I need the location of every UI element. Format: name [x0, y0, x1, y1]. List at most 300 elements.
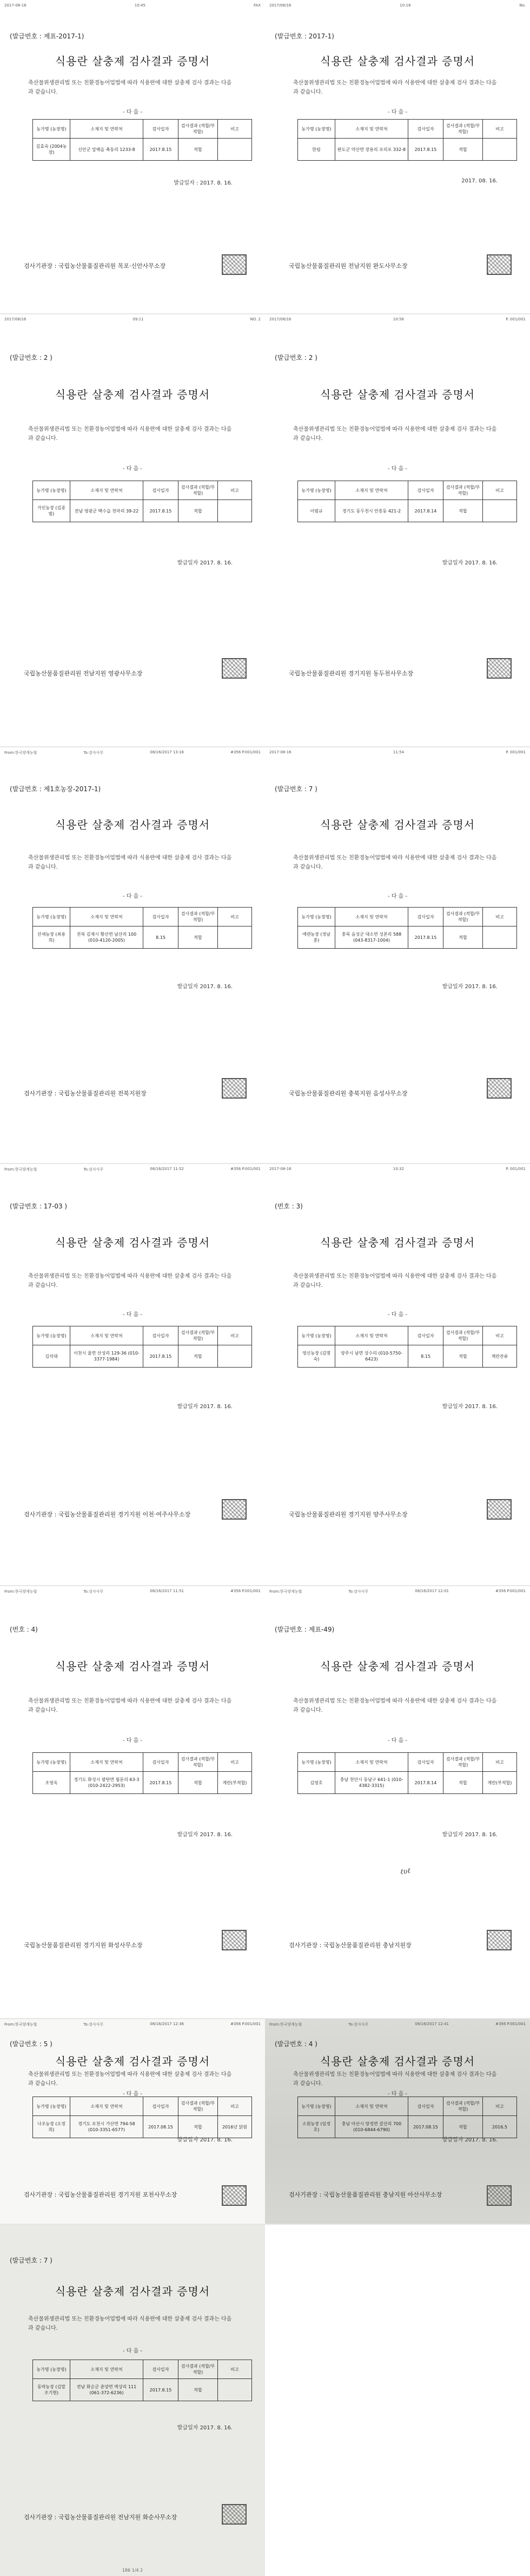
result-table	[297, 481, 517, 522]
column-header: 검사일자	[143, 1326, 178, 1345]
table-cell: 충남 천안시 동남구 641-1 (010-4382-3315)	[335, 1772, 408, 1794]
official-seal-stamp	[222, 254, 247, 275]
table-cell: 완도군 약산면 장용리 포리포 332-8	[335, 139, 408, 161]
fax-header-field: P. 001/001	[506, 317, 526, 321]
table-cell: 이천시 율면 산성리 129-36 (010-3377-1984)	[70, 1345, 143, 1368]
fax-header-field: From:한국양계농협	[269, 1589, 302, 1594]
body-text: 축산물위생관리법 또는 친환경농어업법에 따라 식용란에 대한 살충제 검사 결과는 다음과 같습니다.	[293, 80, 497, 95]
table-cell: 적합	[178, 1345, 218, 1368]
column-header: 검사일자	[408, 1326, 443, 1345]
section-marker: - 다 음 -	[387, 2091, 408, 2097]
page-separator	[0, 2018, 530, 2019]
issue-number: (발급번호 : 4 )	[275, 2040, 317, 2048]
certificate-page	[0, 1164, 265, 1586]
result-table	[32, 1326, 252, 1368]
table-cell: 8.15	[408, 1345, 443, 1368]
document-title: 식용란 살충제 검사결과 증명서	[320, 388, 475, 401]
issue-date: 발급일자 2017. 8. 16.	[177, 2137, 233, 2143]
issue-date: 발급일자 2017. 8. 16.	[177, 560, 233, 566]
column-header: 검사일자	[143, 2360, 178, 2379]
section-marker: - 다 음 -	[387, 1312, 408, 1318]
official-seal-stamp	[487, 1930, 512, 1950]
table-cell: 나조농장 (오정희)	[33, 2116, 70, 2138]
inspection-authority: 검사기관장 : 국립농산물품질관리원 전북지원장	[24, 1090, 147, 1097]
fax-header-field: 10:32	[393, 1167, 405, 1171]
body-text: 축산물위생관리법 또는 친환경농어업법에 따라 식용란에 대한 살충제 검사 결과는 다음과 같습니다.	[293, 2072, 497, 2087]
column-header: 검사일자	[408, 120, 443, 139]
column-header: 검사결과 (적합/부적합)	[178, 120, 218, 139]
issue-number: (발급번호 : 2 )	[275, 354, 317, 362]
fax-header-field: #356 P.001/001	[230, 1589, 261, 1593]
column-header: 검사일자	[408, 908, 443, 926]
column-header: 비고	[483, 1753, 517, 1772]
fax-header	[269, 1589, 526, 1594]
section-marker: - 다 음 -	[387, 466, 408, 472]
fax-header-field: To:검사사무	[348, 2022, 369, 2027]
table-header-row	[298, 1753, 517, 1772]
handwritten-mark: ℓυℓ	[400, 1867, 411, 1877]
fax-header-field: 10:45	[134, 3, 145, 8]
certificate-page	[265, 1586, 530, 2019]
table-cell: 적합	[443, 2116, 483, 2138]
fax-header-field: To:검사사무	[83, 2022, 104, 2027]
official-seal-stamp	[222, 2185, 247, 2206]
table-cell: 2017.8.15	[143, 500, 178, 522]
table-cell: 적합	[178, 139, 218, 161]
page-separator	[0, 1163, 530, 1164]
certificate-page	[265, 747, 530, 1164]
column-header: 소재지 및 연락처	[335, 481, 408, 500]
body-text: 축산물위생관리법 또는 친환경농어업법에 따라 식용란에 대한 살충제 검사 결과는 다음과 같습니다.	[28, 855, 232, 870]
column-header: 검사결과 (적합/부적합)	[178, 1326, 218, 1345]
table-cell	[218, 139, 252, 161]
fax-header-field: 08/16/2017 12:41	[415, 2022, 449, 2026]
body-text: 축산물위생관리법 또는 친환경농어업법에 따라 식용란에 대한 살충제 검사 결과는 다음과 같습니다.	[293, 1273, 497, 1289]
column-header: 검사일자	[143, 908, 178, 926]
fax-header-field: To:검사사무	[83, 1589, 104, 1594]
fax-header	[269, 750, 526, 754]
table-cell: 김영호	[298, 1772, 335, 1794]
column-header: 농가명 (농장명)	[298, 1753, 335, 1772]
table-cell: 영신농장 (김명숙)	[298, 1345, 335, 1368]
column-header: 검사결과 (적합/부적합)	[443, 481, 483, 500]
fax-header-field: #356 P.001/001	[230, 750, 261, 754]
inspection-authority: 국립농산물품질관리원 전남지원 영광사무소장	[24, 670, 143, 677]
table-cell: 2017.8.14	[408, 1772, 443, 1794]
table-header-row	[33, 2360, 252, 2379]
table-cell: 충남 아산시 탕정면 갈산리 700 (010-6844-6790)	[335, 2116, 408, 2138]
table-cell: 적합	[443, 926, 483, 949]
table-cell: 적합	[178, 2116, 218, 2138]
table-cell	[483, 926, 517, 949]
document-title: 식용란 살충제 검사결과 증명서	[55, 1236, 210, 1249]
fax-header-field: 08/16/2017 12:01	[415, 1589, 449, 1593]
column-header: 비고	[483, 1326, 517, 1345]
issue-number: (발급번호 : 제표-2017-1)	[10, 32, 84, 40]
issue-date: 발급일자 2017. 8. 16.	[177, 1832, 233, 1838]
column-header: 농가명 (농장명)	[33, 1753, 70, 1772]
document-title: 식용란 살충제 검사결과 증명서	[55, 818, 210, 831]
table-row	[33, 1772, 252, 1794]
document-title: 식용란 살충제 검사결과 증명서	[320, 1660, 475, 1673]
official-seal-stamp	[487, 1078, 512, 1099]
table-cell: 소원농장 (임정호)	[298, 2116, 335, 2138]
table-header-row	[298, 2097, 517, 2116]
table-row	[33, 500, 252, 522]
official-seal-stamp	[222, 1499, 247, 1520]
section-marker: - 다 음 -	[122, 2091, 143, 2097]
column-header: 비고	[218, 1753, 252, 1772]
fax-header-field: P. 001/001	[506, 1167, 526, 1171]
result-table	[32, 2360, 252, 2401]
table-cell: 경기도 동두천시 안흥동 421-2	[335, 500, 408, 522]
column-header: 농가명 (농장명)	[298, 908, 335, 926]
fax-header-field: #356 P.001/001	[230, 2022, 261, 2026]
inspection-authority: 국립농산물품질관리원 충북지원 음성사무소장	[289, 1090, 408, 1097]
document-title: 식용란 살충제 검사결과 증명서	[55, 2285, 210, 2298]
column-header: 농가명 (농장명)	[33, 2360, 70, 2379]
table-cell: 경기도 포천시 가산면 794-58 (010-3351-6577)	[70, 2116, 143, 2138]
fax-header	[4, 750, 261, 755]
column-header: 검사일자	[408, 481, 443, 500]
issue-number: (번호 : 3)	[275, 1202, 303, 1210]
column-header: 농가명 (농장명)	[298, 120, 335, 139]
table-cell: 신안군 압해읍 축동리 1233-8	[70, 139, 143, 161]
section-marker: - 다 음 -	[122, 893, 143, 899]
table-cell	[218, 1345, 252, 1368]
table-cell	[218, 926, 252, 949]
column-header: 검사결과 (적합/부적합)	[443, 1326, 483, 1345]
table-row	[33, 139, 252, 161]
table-cell: 2017.08.15	[143, 2116, 178, 2138]
table-cell: 전남 영광군 백수읍 천마리 39-22	[70, 500, 143, 522]
section-marker: - 다 음 -	[387, 109, 408, 115]
table-header-row	[298, 481, 517, 500]
fax-header-field: 2017/08/16	[4, 317, 27, 321]
fax-header	[269, 3, 526, 8]
inspection-authority: 국립농산물품질관리원 경기지원 동두천사무소장	[289, 670, 414, 677]
page-separator	[0, 2224, 530, 2225]
result-table	[297, 907, 517, 949]
column-header: 검사결과 (적합/부적합)	[178, 481, 218, 500]
page-separator	[0, 1585, 530, 1586]
table-cell: 양주시 남면 상수리 (010-5750-6423)	[335, 1345, 408, 1368]
issue-number: (발급번호 : 2017-1)	[275, 32, 334, 40]
fax-header-field: From:한국양계농협	[4, 1167, 37, 1172]
fax-header-field: NO. 2	[250, 317, 261, 321]
issue-date: 발급일자 2017. 8. 16.	[177, 1404, 233, 1410]
section-marker: - 다 음 -	[387, 893, 408, 899]
column-header: 검사일자	[143, 2097, 178, 2116]
document-title: 식용란 살충제 검사결과 증명서	[55, 1660, 210, 1673]
fax-header	[4, 1589, 261, 1594]
column-header: 농가명 (농장명)	[33, 908, 70, 926]
column-header: 비고	[218, 1326, 252, 1345]
fax-header-field: #356 P.001/001	[495, 2022, 526, 2026]
fax-header-field: 08/16/2017 11:51	[150, 1589, 184, 1593]
section-marker: - 다 음 -	[387, 1738, 408, 1744]
column-header: 소재지 및 연락처	[70, 2097, 143, 2116]
table-cell: 2017.8.15	[408, 926, 443, 949]
page-footer: 186 1/4 2	[122, 2568, 143, 2573]
column-header: 농가명 (농장명)	[298, 2097, 335, 2116]
table-row	[33, 1345, 252, 1368]
result-table	[32, 2097, 252, 2138]
column-header: 소재지 및 연락처	[70, 1326, 143, 1345]
result-table	[32, 1752, 252, 1794]
fax-header-field: To:검사사무	[348, 1589, 369, 1594]
table-row	[298, 500, 517, 522]
table-cell: 에덴농장 (정남훈)	[298, 926, 335, 949]
table-cell: 가인농장 (김종범)	[33, 500, 70, 522]
fax-header	[4, 3, 261, 8]
fax-header-field: No.	[519, 3, 526, 8]
table-cell: 계란(부적합)	[483, 1772, 517, 1794]
fax-header-field: 2017/08/16	[269, 3, 292, 8]
inspection-authority: 국립농산물품질관리원 전남지원 완도사무소장	[289, 262, 408, 270]
document-title: 식용란 살충제 검사결과 증명서	[320, 1236, 475, 1249]
fax-header	[269, 2022, 526, 2027]
fax-header-field: From:한국양계농협	[4, 2022, 37, 2027]
column-header: 소재지 및 연락처	[70, 2360, 143, 2379]
inspection-authority: 검사기관장 : 국립농산물품질관리원 경기지원 이천·여주사무소장	[24, 1511, 191, 1518]
fax-header-field: From:한국양계농협	[269, 2022, 302, 2027]
certificate-page	[0, 314, 265, 747]
certificate-page	[265, 2019, 530, 2224]
table-header-row	[298, 1326, 517, 1345]
table-cell: 2017.8.15	[143, 2379, 178, 2401]
table-cell: 김효숙 (2004농장)	[33, 139, 70, 161]
certificate-page	[265, 1164, 530, 1586]
fax-header-field: #356 P.001/001	[495, 1589, 526, 1593]
table-cell: 전남 화순군 춘양면 벽상리 111 (061-372-6236)	[70, 2379, 143, 2401]
column-header: 비고	[483, 481, 517, 500]
table-row	[33, 926, 252, 949]
issue-number: (발급번호 : 2 )	[10, 354, 52, 362]
table-cell: 2016.5	[483, 2116, 517, 2138]
section-marker: - 다 음 -	[122, 1738, 143, 1744]
table-cell: 계란잔류	[483, 1345, 517, 1368]
table-cell	[218, 2379, 252, 2401]
column-header: 농가명 (농장명)	[298, 481, 335, 500]
column-header: 소재지 및 연락처	[335, 908, 408, 926]
fax-header-field: 11:54	[393, 750, 405, 754]
issue-number: (발급번호 : 17-03 )	[10, 1202, 68, 1210]
table-header-row	[33, 2097, 252, 2116]
column-header: 소재지 및 연락처	[335, 2097, 408, 2116]
body-text: 축산물위생관리법 또는 친환경농어업법에 따라 식용란에 대한 살충제 검사 결과는 다음과 같습니다.	[293, 855, 497, 870]
section-marker: - 다 음 -	[122, 2348, 143, 2354]
table-row	[298, 926, 517, 949]
table-cell	[218, 500, 252, 522]
fax-header-field: FAX	[254, 3, 261, 8]
fax-header-field: To:검사사무	[83, 751, 104, 755]
table-cell: 2017.08.15	[408, 2116, 443, 2138]
fax-header-field: From:한국양계농협	[4, 1589, 37, 1594]
inspection-authority: 검사기관장 : 국립농산물품질관리원 경기지원 포천사무소장	[24, 2191, 177, 2198]
body-text: 축산물위생관리법 또는 친환경농어업법에 따라 식용란에 대한 살충제 검사 결과는 다음과 같습니다.	[28, 426, 232, 442]
column-header: 검사일자	[143, 481, 178, 500]
section-marker: - 다 음 -	[122, 109, 143, 115]
result-table	[32, 907, 252, 949]
inspection-authority: 검사기관장 : 국립농산물품질관리원 충남지원장	[289, 1942, 412, 1949]
fax-header-field: 10:56	[393, 317, 404, 321]
table-cell: 조영옥	[33, 1772, 70, 1794]
certificate-page	[0, 0, 265, 314]
table-cell: 적합	[443, 139, 483, 161]
issue-number: (발급번호 : 7 )	[275, 785, 317, 793]
table-row	[298, 139, 517, 161]
column-header: 소재지 및 연락처	[335, 1753, 408, 1772]
column-header: 소재지 및 연락처	[335, 1326, 408, 1345]
column-header: 농가명 (농장명)	[298, 1326, 335, 1345]
table-header-row	[298, 120, 517, 139]
column-header: 소재지 및 연락처	[70, 120, 143, 139]
document-title: 식용란 살충제 검사결과 증명서	[55, 55, 210, 68]
official-seal-stamp	[487, 1499, 512, 1520]
table-cell: 한림	[298, 139, 335, 161]
issue-date: 발급일자 2017. 8. 16.	[442, 2137, 498, 2143]
issue-date: 발급일자 2017. 8. 16.	[442, 984, 498, 990]
table-cell: 산새농장 (최용희)	[33, 926, 70, 949]
certificate-page	[0, 2019, 265, 2224]
table-cell: 전북 김제시 황산면 남산리 100 (010-4120-2005)	[70, 926, 143, 949]
document-title: 식용란 살충제 검사결과 증명서	[320, 55, 475, 68]
body-text: 축산물위생관리법 또는 친환경농어업법에 따라 식용란에 대한 살충제 검사 결과는 다음과 같습니다.	[293, 426, 497, 442]
body-text: 축산물위생관리법 또는 친환경농어업법에 따라 식용란에 대한 살충제 검사 결과는 다음과 같습니다.	[293, 1698, 497, 1713]
column-header: 농가명 (농장명)	[33, 481, 70, 500]
section-marker: - 다 음 -	[122, 466, 143, 472]
issue-number: (번호 : 4)	[10, 1626, 38, 1633]
issue-number: (발급번호 : 7 )	[10, 2257, 52, 2264]
issue-date: 발급일자 2017. 8. 16.	[442, 1404, 498, 1410]
fax-header-field: P. 001/001	[506, 750, 526, 754]
table-cell: 2017.8.15	[143, 1772, 178, 1794]
column-header: 검사결과 (적합/부적합)	[178, 2360, 218, 2379]
result-table	[297, 119, 517, 161]
official-seal-stamp	[222, 1078, 247, 1099]
column-header: 소재지 및 연락처	[70, 908, 143, 926]
fax-header-field: #356 P.001/001	[230, 1167, 261, 1171]
fax-header-field: From:한국양계농협	[4, 751, 37, 755]
column-header: 검사일자	[143, 120, 178, 139]
column-header: 검사결과 (적합/부적합)	[178, 2097, 218, 2116]
official-seal-stamp	[487, 658, 512, 679]
certificate-page	[0, 2224, 265, 2576]
fax-header	[4, 2022, 261, 2027]
fax-header-field: 10:18	[400, 3, 411, 8]
column-header: 검사일자	[143, 1753, 178, 1772]
table-cell: 이범규	[298, 500, 335, 522]
table-cell: 김석대	[33, 1345, 70, 1368]
document-title: 식용란 살충제 검사결과 증명서	[55, 388, 210, 401]
table-cell: 적합	[443, 1345, 483, 1368]
certificate-page	[0, 747, 265, 1164]
official-seal-stamp	[222, 2504, 247, 2525]
fax-header-field: To:검사사무	[83, 1167, 104, 1172]
inspection-authority: 국립농산물품질관리원 경기지원 화성사무소장	[24, 1942, 143, 1949]
result-table	[297, 2097, 517, 2138]
column-header: 검사결과 (적합/부적합)	[443, 1753, 483, 1772]
table-cell: 8.15	[143, 926, 178, 949]
issue-date: 발급일자 2017. 8. 16.	[442, 1832, 498, 1838]
table-cell: 계란(부적합)	[218, 1772, 252, 1794]
page-separator	[0, 746, 530, 747]
column-header: 비고	[483, 120, 517, 139]
fax-header-field: 2017/08/16	[269, 317, 292, 321]
table-cell	[483, 139, 517, 161]
issue-date: 2017. 08. 16.	[461, 178, 498, 184]
table-row	[33, 2379, 252, 2401]
issue-number: (발급번호 : 제표-49)	[275, 1626, 335, 1633]
fax-header-field: 2017-08-16	[4, 3, 27, 8]
column-header: 검사결과 (적합/부적합)	[178, 1753, 218, 1772]
document-title: 식용란 살충제 검사결과 증명서	[320, 2055, 475, 2068]
table-cell: 적합	[443, 1772, 483, 1794]
body-text: 축산물위생관리법 또는 친환경농어업법에 따라 식용란에 대한 살충제 검사 결과는 다음과 같습니다.	[28, 2072, 232, 2087]
table-cell	[483, 500, 517, 522]
column-header: 농가명 (농장명)	[33, 1326, 70, 1345]
official-seal-stamp	[487, 2185, 512, 2206]
column-header: 비고	[218, 2097, 252, 2116]
column-header: 비고	[483, 908, 517, 926]
inspection-authority: 검사기관장 : 국립농산물품질관리원 목포·신안사무소장	[24, 262, 166, 270]
certificate-page	[265, 314, 530, 747]
issue-date: 발급일자 2017. 8. 16.	[177, 984, 233, 990]
table-cell: 2017.8.14	[408, 500, 443, 522]
column-header: 검사결과 (적합/부적합)	[443, 908, 483, 926]
table-cell: 경기도 화성시 팔탄면 월문리 63-3 (010-2422-2953)	[70, 1772, 143, 1794]
table-cell: 적합	[443, 500, 483, 522]
fax-header	[269, 1167, 526, 1171]
table-header-row	[33, 481, 252, 500]
issue-number: (발급번호 : 제1호농장-2017-1)	[10, 785, 101, 793]
issue-date: 발급일자 : 2017. 8. 16.	[174, 180, 233, 186]
column-header: 검사일자	[408, 2097, 443, 2116]
result-table	[32, 481, 252, 522]
column-header: 소재지 및 연락처	[335, 120, 408, 139]
section-marker: - 다 음 -	[122, 1312, 143, 1318]
column-header: 비고	[218, 908, 252, 926]
table-cell: 동락농장 (김말 조기현)	[33, 2379, 70, 2401]
table-cell: 적합	[178, 2379, 218, 2401]
fax-header-field: 2017-08-16	[269, 750, 292, 754]
fax-header-field: 08/16/2017 13:16	[150, 750, 184, 754]
document-title: 식용란 살충제 검사결과 증명서	[320, 818, 475, 831]
fax-header-field: 08/16/2017 12:36	[150, 2022, 184, 2026]
column-header: 검사결과 (적합/부적합)	[178, 908, 218, 926]
table-cell: 적합	[178, 926, 218, 949]
result-table	[297, 1752, 517, 1794]
column-header: 소재지 및 연락처	[70, 481, 143, 500]
body-text: 축산물위생관리법 또는 친환경농어업법에 따라 식용란에 대한 살충제 검사 결과는 다음과 같습니다.	[28, 1273, 232, 1289]
table-header-row	[33, 1326, 252, 1345]
table-header-row	[33, 908, 252, 926]
certificate-page	[265, 0, 530, 314]
table-cell: 충북 음성군 대소면 성본리 588 (043-8317-1004)	[335, 926, 408, 949]
column-header: 비고	[218, 2360, 252, 2379]
table-cell: 2016년 닭원	[218, 2116, 252, 2138]
certificate-page	[0, 1586, 265, 2019]
result-table	[32, 119, 252, 161]
table-header-row	[33, 1753, 252, 1772]
column-header: 농가명 (농장명)	[33, 120, 70, 139]
inspection-authority: 국립농산물품질관리원 경기지원 양주사무소장	[289, 1511, 408, 1518]
fax-header	[269, 317, 526, 321]
fax-header	[4, 1167, 261, 1172]
column-header: 비고	[483, 2097, 517, 2116]
issue-date: 발급일자 2017. 8. 16.	[442, 560, 498, 566]
